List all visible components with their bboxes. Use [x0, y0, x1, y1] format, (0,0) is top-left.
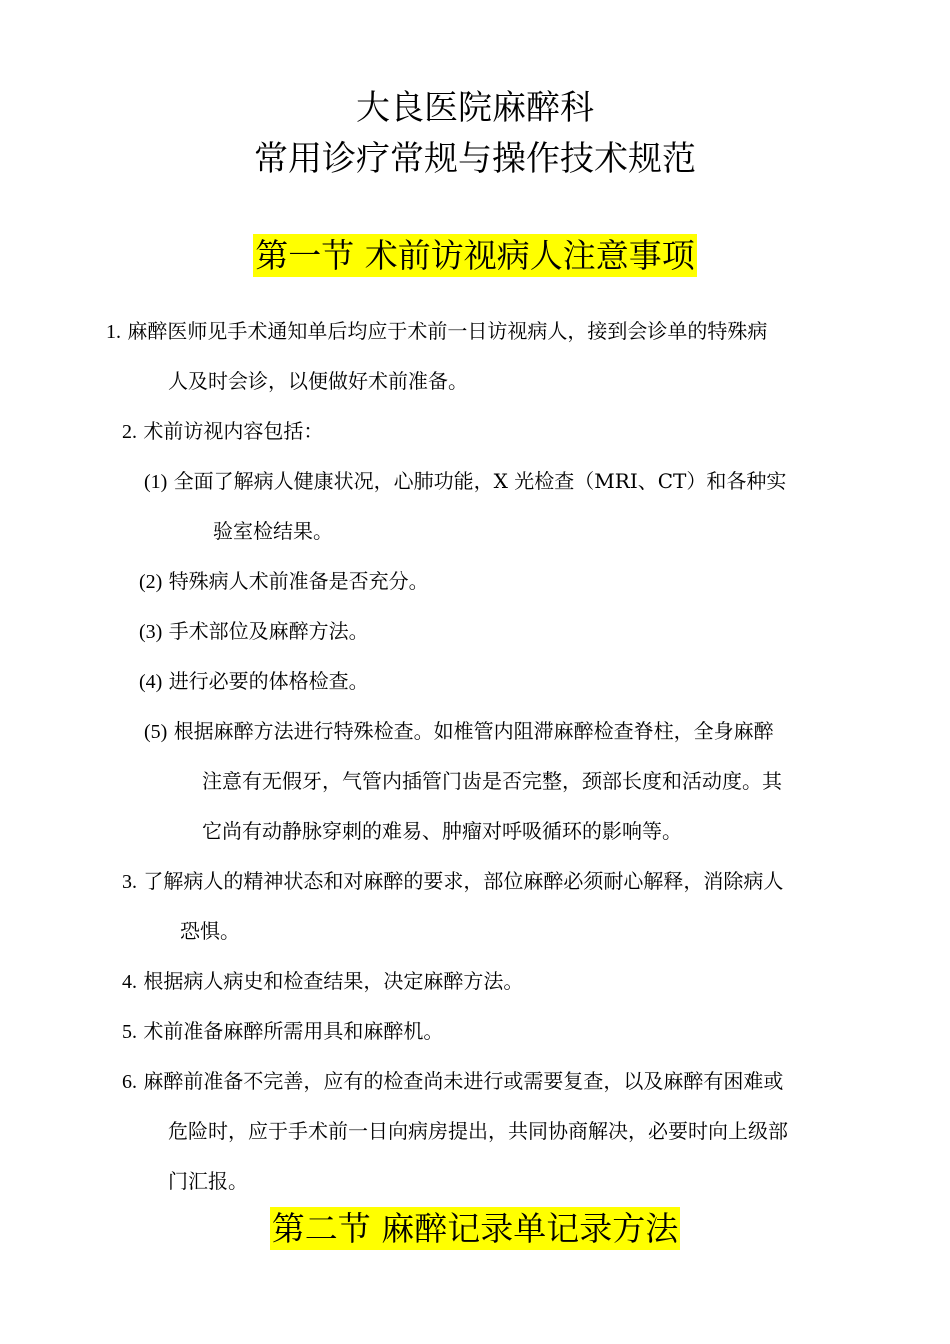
- sub-item-3: [139, 618, 369, 645]
- document-title-line1: 大良医院麻醉科: [356, 88, 594, 128]
- sub-item-5: [144, 718, 774, 745]
- sub-item-5-continuation-2: 它尚有动静脉穿刺的难易、肿瘤对呼吸循环的影响等。: [202, 819, 682, 843]
- list-item-text: 特殊病人术前准备是否充分。: [168, 569, 429, 593]
- list-item-6-continuation-2: 门汇报。: [168, 1169, 248, 1193]
- list-item-text: 根据麻醉方法进行特殊检查。如椎管内阻滞麻醉检查脊柱，全身麻醉: [173, 719, 774, 743]
- list-item-text: 术前访视内容包括：: [143, 419, 324, 443]
- sub-item-1: [144, 468, 786, 495]
- list-item-text: 手术部位及麻醉方法。: [168, 619, 369, 643]
- list-item-number: 1.: [106, 321, 121, 343]
- list-item-3-continuation: 恐惧。: [180, 919, 240, 943]
- sub-item-4: [139, 668, 369, 695]
- sub-item-2: [139, 568, 429, 595]
- list-item-1: [106, 318, 767, 345]
- list-item-6: [122, 1068, 783, 1095]
- list-item-text: 根据病人病史和检查结果，决定麻醉方法。: [143, 969, 524, 993]
- list-item-2: [122, 418, 323, 445]
- list-item-5: [122, 1018, 443, 1045]
- list-item-number: 2.: [122, 421, 137, 443]
- list-item-text: 术前准备麻醉所需用具和麻醉机。: [143, 1019, 444, 1043]
- list-item-number: (5): [144, 721, 168, 743]
- list-item-number: 4.: [122, 971, 137, 993]
- list-item-3: [122, 868, 783, 895]
- list-item-number: 6.: [122, 1071, 137, 1093]
- list-item-number: 5.: [122, 1021, 137, 1043]
- section2-heading-text: 第二节 麻醉记录单记录方法: [271, 1209, 679, 1248]
- section1-heading-text: 第一节 术前访视病人注意事项: [255, 236, 695, 275]
- list-item-number: (1): [144, 471, 168, 493]
- list-item-text: 麻醉前准备不完善，应有的检查尚未进行或需要复查，以及麻醉有困难或: [143, 1069, 784, 1093]
- section1-heading: [0, 236, 950, 276]
- list-item-number: 3.: [122, 871, 137, 893]
- sub-item-1-continuation: 验室检结果。: [213, 519, 333, 543]
- list-item-text: 进行必要的体格检查。: [168, 669, 369, 693]
- list-item-6-continuation-1: 危险时，应于手术前一日向病房提出，共同协商解决，必要时向上级部: [168, 1119, 788, 1143]
- section2-heading: [0, 1209, 950, 1249]
- list-item-1-continuation: 人及时会诊，以便做好术前准备。: [168, 369, 468, 393]
- list-item-4: [122, 968, 523, 995]
- sub-item-5-continuation-1: 注意有无假牙，气管内插管门齿是否完整，颈部长度和活动度。其: [202, 769, 782, 793]
- list-item-number: (4): [139, 671, 163, 693]
- list-item-number: (3): [139, 621, 163, 643]
- list-item-text: 全面了解病人健康状况，心肺功能，X 光检查（MRI、CT）和各种实: [173, 469, 787, 493]
- list-item-text: 了解病人的精神状态和对麻醉的要求，部位麻醉必须耐心解释，消除病人: [143, 869, 784, 893]
- list-item-text: 麻醉医师见手术通知单后均应于术前一日访视病人，接到会诊单的特殊病: [127, 319, 768, 343]
- list-item-number: (2): [139, 571, 163, 593]
- document-title-line2: 常用诊疗常规与操作技术规范: [254, 139, 696, 179]
